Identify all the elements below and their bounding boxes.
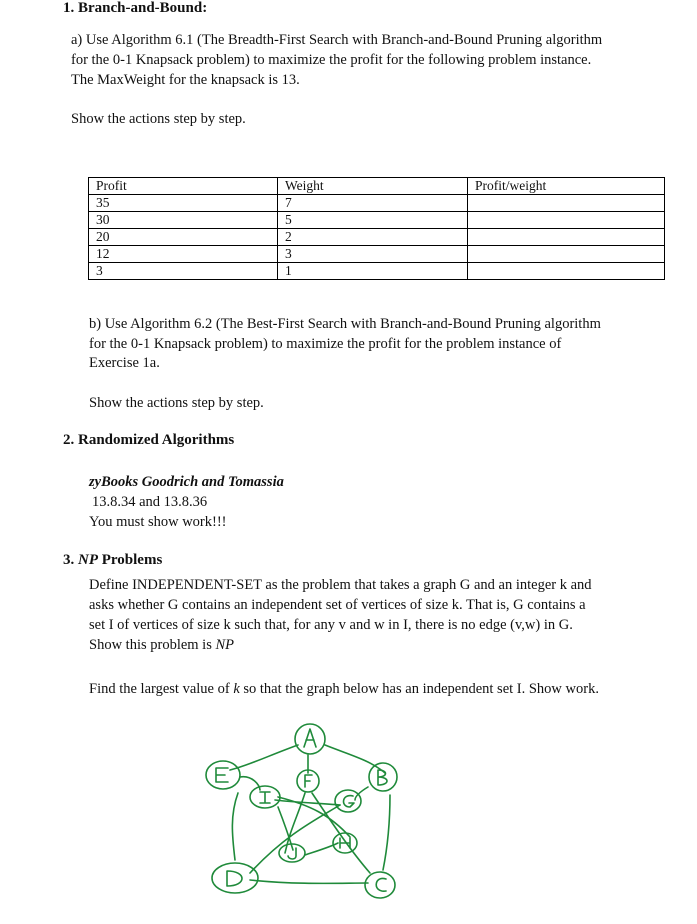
letter-E-glyph xyxy=(216,768,228,782)
section1-title: 1. Branch-and-Bound: xyxy=(63,0,208,16)
vertex-D xyxy=(212,863,258,893)
table-row xyxy=(89,229,665,246)
header-profit-weight: Profit/weight xyxy=(468,178,665,195)
knapsack-table xyxy=(88,177,665,280)
section2-title: 2. Randomized Algorithms xyxy=(63,432,235,448)
table-row xyxy=(89,212,665,229)
letter-J-glyph xyxy=(288,848,296,859)
edge-A-E xyxy=(230,745,298,770)
cell-ratio xyxy=(468,195,665,212)
show-work-note: You must show work!!! xyxy=(89,514,227,530)
section3-title-rest: Problems xyxy=(98,552,163,568)
cell-weight: 7 xyxy=(278,195,468,212)
edge-A-B xyxy=(325,745,385,773)
cell-weight: 2 xyxy=(278,229,468,246)
part-b-line2: for the 0-1 Knapsack problem) to maximize the profit for the problem instance of xyxy=(89,336,562,352)
section3-number: 3. xyxy=(63,552,78,568)
np-line4-symbol: NP xyxy=(215,637,235,653)
edge-B-C xyxy=(383,795,390,870)
np-line4 xyxy=(89,635,234,655)
np-line4-text: Show this problem is xyxy=(89,637,216,653)
table-row xyxy=(89,263,665,280)
part-a-line2: for the 0-1 Knapsack problem) to maximize the profit for the following problem instance. xyxy=(71,52,592,68)
part-b-line3: Exercise 1a. xyxy=(89,355,160,371)
cell-weight: 1 xyxy=(278,263,468,280)
part-b-show: Show the actions step by step. xyxy=(89,395,264,411)
np-line2: asks whether G contains an independent set of vertices of size k. That is, G contains a xyxy=(89,597,586,613)
letter-G-glyph xyxy=(344,796,354,807)
header-profit: Profit xyxy=(89,178,278,195)
edge-I-G xyxy=(275,800,340,805)
edge-E-D xyxy=(232,793,238,860)
letter-D-glyph xyxy=(227,871,242,886)
edge-D-C xyxy=(250,880,368,883)
cell-profit: 3 xyxy=(89,263,278,280)
find-largest-k xyxy=(89,679,599,699)
part-a-line1: a) Use Algorithm 6.1 (The Breadth-First Search with Branch-and-Bound Pruning algorithm xyxy=(71,32,603,48)
cell-ratio xyxy=(468,229,665,246)
find-text-pre: Find the largest value of xyxy=(89,681,234,697)
table-header-row xyxy=(89,178,665,195)
vertex-C xyxy=(365,872,395,898)
zybooks-reference: zyBooks Goodrich and Tomassia xyxy=(89,474,284,490)
cell-profit: 20 xyxy=(89,229,278,246)
table-row xyxy=(89,246,665,263)
part-a-show: Show the actions step by step. xyxy=(71,111,246,127)
cell-profit: 30 xyxy=(89,212,278,229)
np-line3: set I of vertices of size k such that, for any v and w in I, there is no edge (v,w) in G. xyxy=(89,617,573,633)
letter-B-glyph xyxy=(378,770,387,785)
cell-weight: 3 xyxy=(278,246,468,263)
cell-profit: 35 xyxy=(89,195,278,212)
cell-weight: 5 xyxy=(278,212,468,229)
letter-C-glyph xyxy=(376,878,386,891)
part-a-line3: The MaxWeight for the knapsack is 13. xyxy=(71,72,300,88)
letter-I-glyph xyxy=(260,792,270,803)
independent-set-graph xyxy=(190,715,420,905)
section3-title xyxy=(63,552,162,569)
find-k: k xyxy=(233,681,240,697)
letter-F-glyph xyxy=(305,775,312,787)
cell-ratio xyxy=(468,246,665,263)
part-b-line1: b) Use Algorithm 6.2 (The Best-First Search with Branch-and-Bound Pruning algorithm xyxy=(89,316,601,332)
table-row xyxy=(89,195,665,212)
find-text-post: so that the graph below has an independent set I. Show work. xyxy=(239,681,599,697)
letter-A-glyph xyxy=(304,729,316,747)
cell-ratio xyxy=(468,263,665,280)
vertex-G xyxy=(335,790,361,812)
exercise-numbers: 13.8.34 and 13.8.36 xyxy=(92,494,208,510)
np-line1: Define INDEPENDENT-SET as the problem that takes a graph G and an integer k and xyxy=(89,577,592,593)
np-symbol: NP xyxy=(78,552,98,568)
cell-profit: 12 xyxy=(89,246,278,263)
header-weight: Weight xyxy=(278,178,468,195)
cell-ratio xyxy=(468,212,665,229)
